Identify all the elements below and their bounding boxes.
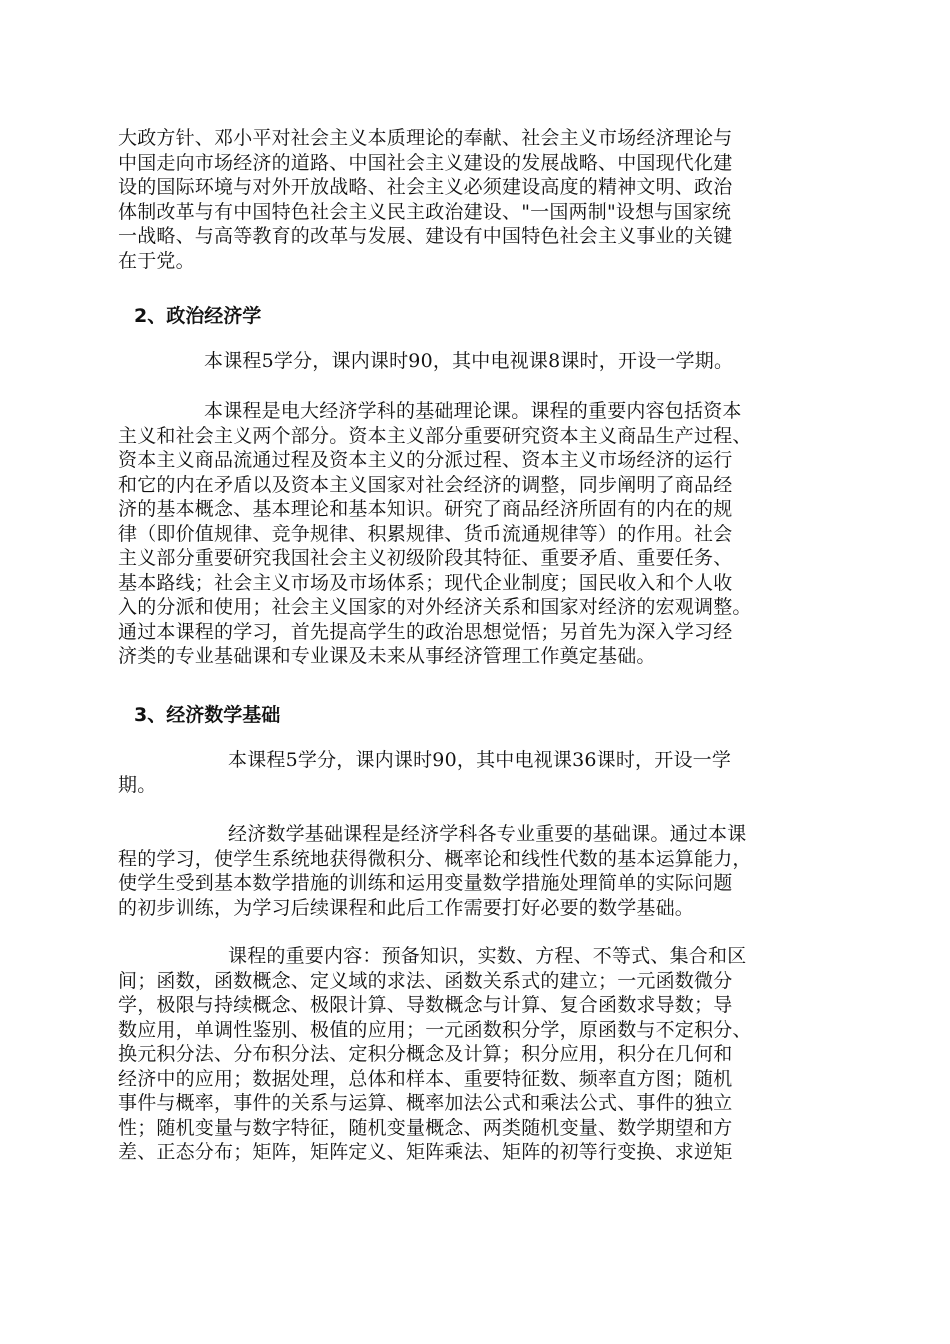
intro-paragraph (118, 126, 834, 273)
section-heading-political-economy: 2、政治经济学 (134, 305, 262, 327)
section-heading-economic-math: 3、经济数学基础 (134, 704, 281, 726)
section3-description (118, 822, 834, 920)
text-line: 换元积分法、分布积分法、定积分概念及计算；积分应用，积分在几何和 (118, 1043, 733, 1065)
text-line: 入的分派和使用；社会主义国家的对外经济关系和国家对经济的宏观调整。 (118, 596, 752, 618)
text-line: 主义和社会主义两个部分。资本主义部分重要研究资本主义商品生产过程、 (118, 424, 752, 447)
text-line: 本课程是电大经济学科的基础理论课。课程的重要内容包括资本 (204, 400, 742, 422)
text-line: 课程的重要内容：预备知识，实数、方程、不等式、集合和区 (228, 945, 747, 967)
section3-credits (118, 748, 834, 797)
text-line: 律（即价值规律、竞争规律、积累规律、货币流通规律等）的作用。社会 (118, 522, 733, 545)
text-line: 期。 (118, 773, 157, 796)
text-line: 经济中的应用；数据处理，总体和样本、重要特征数、频率直方图；随机 (118, 1067, 733, 1090)
section2-credits (118, 349, 834, 374)
text-line: 大政方针、邓小平对社会主义本质理论的奉献、社会主义市场经济理论与 (118, 127, 733, 149)
section2-description (118, 399, 834, 669)
text-line: 一战略、与高等教育的改革与发展、建设有中国特色社会主义事业的关键 (118, 225, 733, 247)
text-line: 通过本课程的学习，首先提高学生的政治思想觉悟；另首先为深入学习经 (118, 620, 733, 643)
text-line: 济的基本概念、基本理论和基本知识。研究了商品经济所固有的内在的规 (118, 498, 733, 520)
text-line: 资本主义商品流通过程及资本主义的分派过程、资本主义市场经济的运行 (118, 449, 733, 471)
text-line: 学，极限与持续概念、极限计算、导数概念与计算、复合函数求导数；导 (118, 994, 733, 1016)
text-line: 体制改革与有中国特色社会主义民主政治建设、"一国两制"设想与国家统 (118, 200, 732, 223)
text-line: 本课程5学分，课内课时90，其中电视课8课时，开设一学期。 (204, 350, 734, 372)
text-line: 数应用，单调性鉴别、极值的应用；一元函数积分学，原函数与不定积分、 (118, 1018, 752, 1041)
text-line: 和它的内在矛盾以及资本主义国家对社会经济的调整，同步阐明了商品经 (118, 473, 733, 496)
text-line: 在于党。 (118, 249, 195, 272)
text-line: 使学生受到基本数学措施的训练和运用变量数学措施处理简单的实际问题 (118, 872, 733, 894)
text-line: 中国走向市场经济的道路、中国社会主义建设的发展战略、中国现代化建 (118, 151, 733, 174)
section3-content (118, 944, 834, 1165)
text-line: 间；函数，函数概念、定义域的求法、函数关系式的建立；一元函数微分 (118, 969, 733, 992)
text-line: 差、正态分布；矩阵，矩阵定义、矩阵乘法、矩阵的初等行变换、求逆矩 (118, 1141, 733, 1163)
text-line: 济类的专业基础课和专业课及未来从事经济管理工作奠定基础。 (118, 645, 656, 667)
text-line: 经济数学基础课程是经济学科各专业重要的基础课。通过本课 (228, 823, 747, 845)
text-line: 事件与概率，事件的关系与运算、概率加法公式和乘法公式、事件的独立 (118, 1092, 733, 1114)
text-line: 设的国际环境与对外开放战略、社会主义必须建设高度的精神文明、政治 (118, 176, 733, 198)
text-line: 基本路线；社会主义市场及市场体系；现代企业制度；国民收入和个人收 (118, 571, 733, 594)
text-line: 性；随机变量与数字特征，随机变量概念、两类随机变量、数学期望和方 (118, 1116, 733, 1139)
text-line: 程的学习，使学生系统地获得微积分、概率论和线性代数的基本运算能力， (118, 847, 752, 870)
text-line: 主义部分重要研究我国社会主义初级阶段其特征、重要矛盾、重要任务、 (118, 547, 733, 569)
text-line: 的初步训练，为学习后续课程和此后工作需要打好必要的数学基础。 (118, 896, 695, 919)
text-line: 本课程5学分，课内课时90，其中电视课36课时，开设一学 (228, 749, 732, 771)
